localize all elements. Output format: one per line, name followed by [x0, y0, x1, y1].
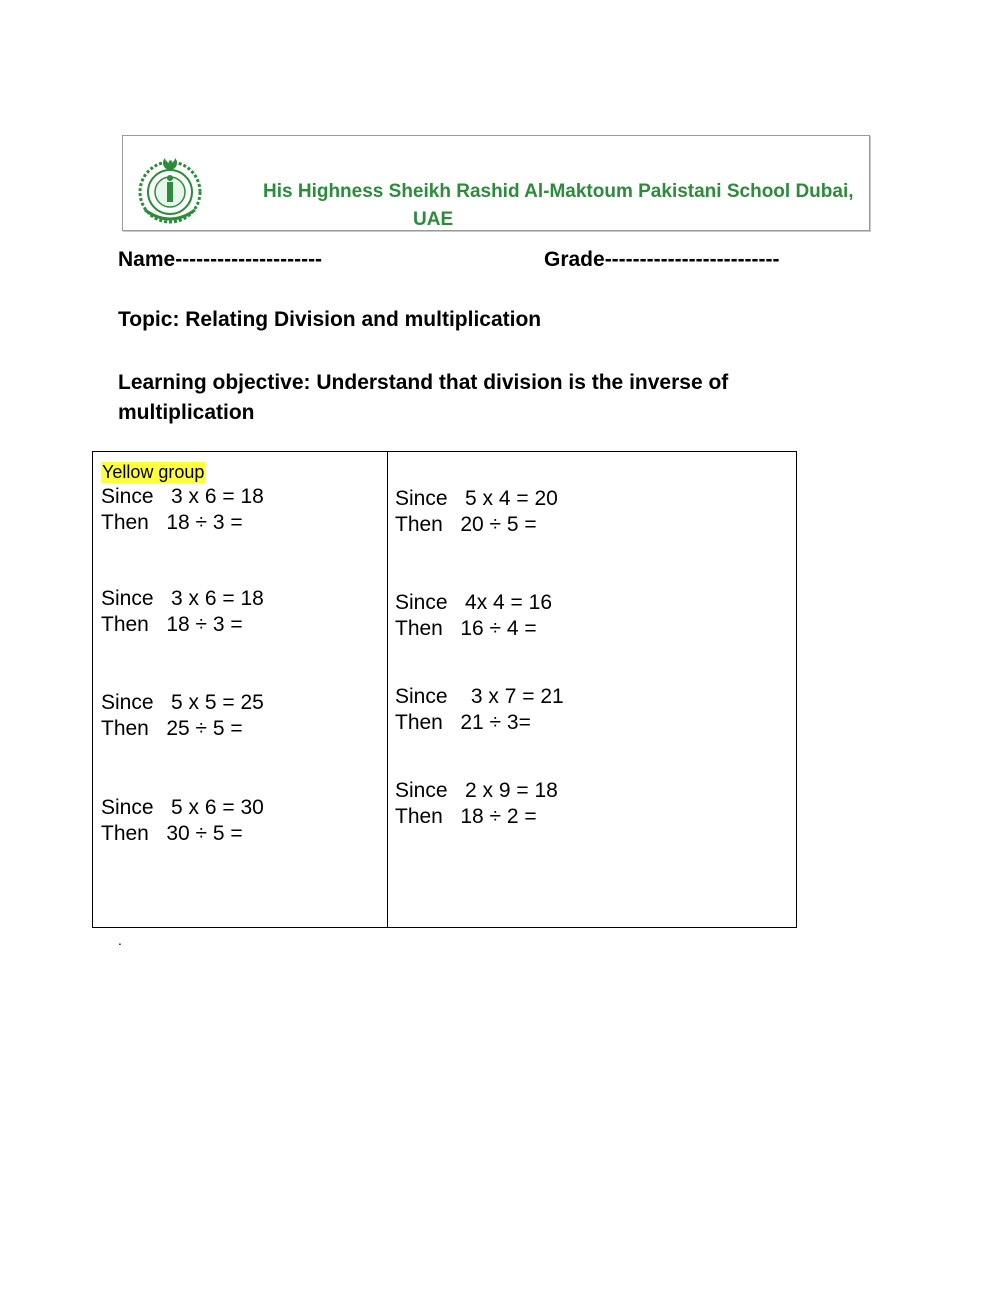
problem-left-2 [101, 586, 264, 638]
then-line[interactable]: Then 25 ÷ 5 = [101, 717, 243, 740]
since-line: Since 4x 4 = 16 [395, 591, 553, 614]
problem-left-3 [101, 690, 264, 742]
learning-objective: Learning objective: Understand that division is the inverse of multiplication [118, 371, 729, 424]
then-line[interactable]: Then 16 ÷ 4 = [395, 617, 537, 640]
since-line: Since 3 x 6 = 18 [101, 485, 264, 508]
since-line: Since 5 x 5 = 25 [101, 691, 264, 714]
problem-right-2 [395, 590, 552, 642]
since-line: Since 5 x 6 = 30 [101, 796, 264, 819]
since-line: Since 5 x 4 = 20 [395, 487, 558, 510]
school-header [122, 135, 870, 231]
problem-left-4 [101, 795, 264, 847]
school-name-line2: UAE [413, 209, 454, 230]
school-name-line1: His Highness Sheikh Rashid Al-Maktoum Pakistani School Dubai, [263, 181, 854, 202]
column-divider [387, 452, 388, 927]
then-line[interactable]: Then 30 ÷ 5 = [101, 822, 243, 845]
then-line[interactable]: Then 20 ÷ 5 = [395, 513, 537, 536]
then-line[interactable]: Then 18 ÷ 2 = [395, 805, 537, 828]
grade-field[interactable]: Grade------------------------- [544, 248, 780, 271]
name-field[interactable]: Name--------------------- [118, 248, 323, 271]
then-line[interactable]: Then 21 ÷ 3= [395, 711, 531, 734]
footer-dot: . [118, 932, 122, 948]
group-label: Yellow group [102, 462, 205, 482]
problem-right-1 [395, 486, 558, 538]
school-name [263, 178, 863, 234]
problem-right-4 [395, 778, 558, 830]
since-line: Since 3 x 6 = 18 [101, 587, 264, 610]
since-line: Since 3 x 7 = 21 [395, 685, 564, 708]
then-line[interactable]: Then 18 ÷ 3 = [101, 613, 243, 636]
worksheet-table [92, 451, 797, 928]
since-line: Since 2 x 9 = 18 [395, 779, 558, 802]
problem-left-1 [101, 484, 264, 536]
school-crest-icon [135, 150, 205, 226]
problem-right-3 [395, 684, 564, 736]
then-line[interactable]: Then 18 ÷ 3 = [101, 511, 243, 534]
topic-heading: Topic: Relating Division and multiplication [118, 308, 542, 331]
